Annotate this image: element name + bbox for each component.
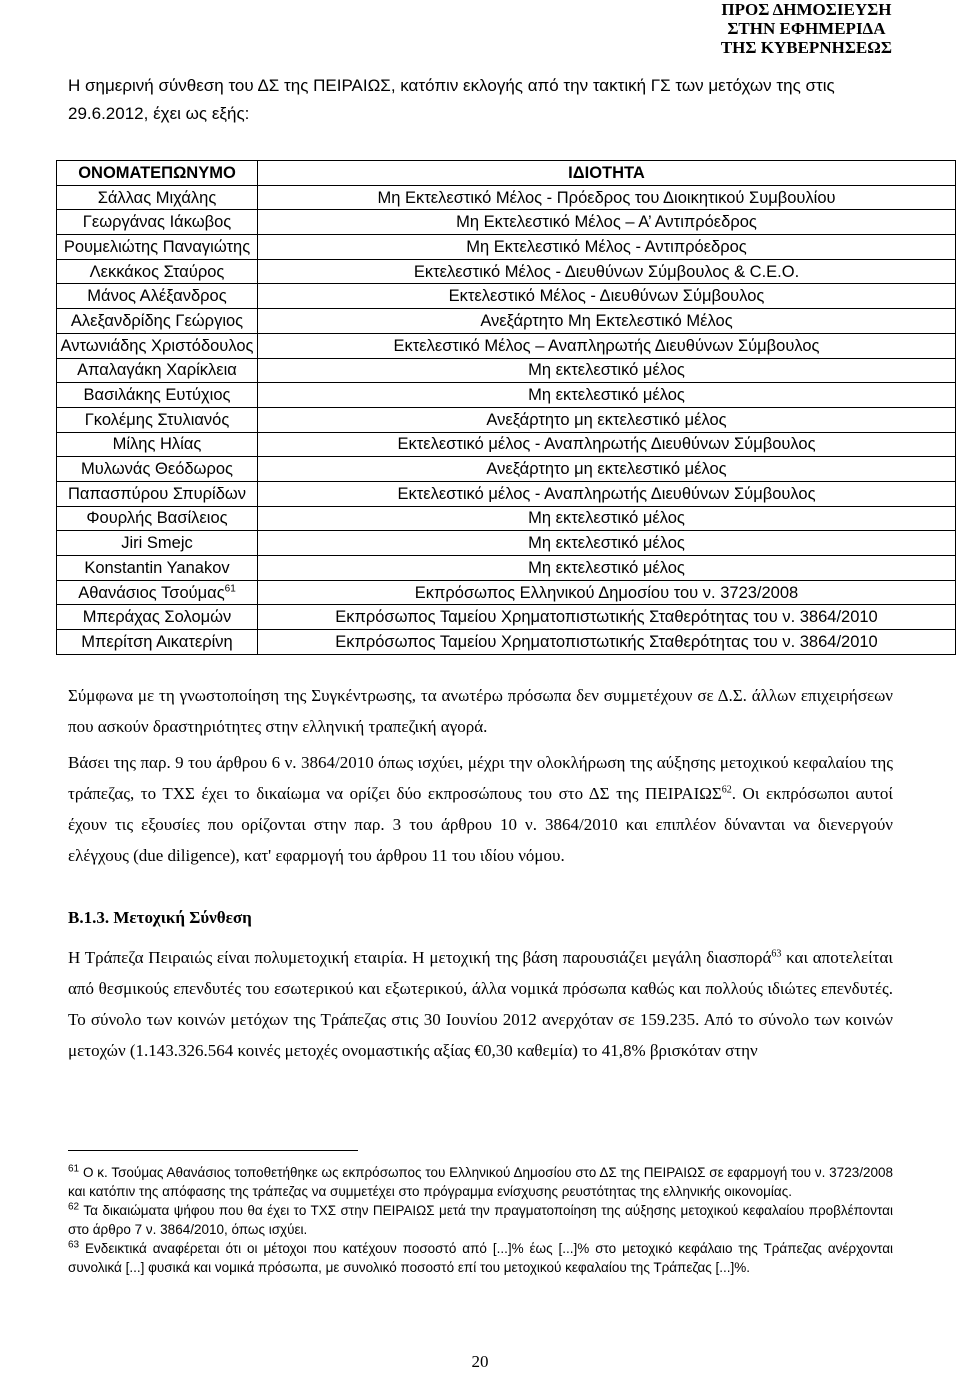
table-row xyxy=(57,333,956,358)
member-name: Φουρλής Βασίλειος xyxy=(57,506,258,531)
member-name: Αντωνιάδης Χριστόδουλος xyxy=(57,333,258,358)
member-role: Μη εκτελεστικό μέλος xyxy=(258,531,956,556)
member-name: Μυλωνάς Θεόδωρος xyxy=(57,457,258,482)
table-body xyxy=(57,185,956,654)
board-composition-table xyxy=(56,160,956,655)
member-role: Μη Εκτελεστικό Μέλος – Α’ Αντιπρόεδρος xyxy=(258,210,956,235)
header-line-2: ΣΤΗΝ ΕΦΗΜΕΡΙΔΑ xyxy=(727,19,886,38)
member-name: Μπεράχας Σολομών xyxy=(57,605,258,630)
member-name: Σάλλας Μιχάλης xyxy=(57,185,258,210)
column-header-role: ΙΔΙΟΤΗΤΑ xyxy=(258,161,956,186)
footnote-text: Τα δικαιώματα ψήφου που θα έχει το ΤΧΣ στην ΠΕΙΡΑΙΩΣ μετά την πραγματοποίηση της αύξησης μετοχικού κεφαλαίου προβλέπονται στο άρθρο 7 ν. 3864/2010, όπως ισχύει. xyxy=(68,1203,893,1237)
table-row xyxy=(57,580,956,605)
table-row xyxy=(57,210,956,235)
table-row xyxy=(57,605,956,630)
table-row xyxy=(57,309,956,334)
header-line-3: ΤΗΣ ΚΥΒΕΡΝΗΣΕΩΣ xyxy=(720,38,892,57)
intro-paragraph: Η σημερινή σύνθεση του ΔΣ της ΠΕΙΡΑΙΩΣ, κατόπιν εκλογής από την τακτική ΓΣ των μετόχων της στις 29.6.2012, έχει ως εξής: xyxy=(68,76,835,123)
paragraph-text: Βάσει της παρ. 9 του άρθρου 6 ν. 3864/2010 όπως ισχύει, μέχρι την ολοκλήρωση της αύξησης μετοχικού κεφαλαίου της τράπεζας, το ΤΧΣ έχει το δικαίωμα να ορίζει δύο εκπροσώπους του στο ΔΣ της ΠΕΙΡΑΙΩΣ xyxy=(68,753,893,803)
footnote-62 xyxy=(68,1201,893,1239)
member-role: Εκπρόσωπος Ταμείου Χρηματοπιστωτικής Σταθερότητας του ν. 3864/2010 xyxy=(258,630,956,655)
member-role: Μη Εκτελεστικό Μέλος - Πρόεδρος του Διοικητικού Συμβουλίου xyxy=(258,185,956,210)
table-row xyxy=(57,185,956,210)
member-role: Μη εκτελεστικό μέλος xyxy=(258,556,956,581)
table-row xyxy=(57,481,956,506)
footnotes xyxy=(68,1163,893,1277)
member-role: Εκτελεστικό μέλος - Αναπληρωτής Διευθύνων Σύμβουλος xyxy=(258,481,956,506)
member-role: Εκτελεστικό μέλος - Αναπληρωτής Διευθύνων Σύμβουλος xyxy=(258,432,956,457)
member-name: Ρουμελιώτης Παναγιώτης xyxy=(57,235,258,260)
table-row xyxy=(57,506,956,531)
table-row xyxy=(57,284,956,309)
footnote-61 xyxy=(68,1163,893,1201)
member-role: Ανεξάρτητο Μη Εκτελεστικό Μέλος xyxy=(258,309,956,334)
table-row xyxy=(57,556,956,581)
table-row xyxy=(57,358,956,383)
table-header-row xyxy=(57,161,956,186)
paragraph-hfsf-representatives xyxy=(68,747,893,871)
footnote-ref-62[interactable]: 62 xyxy=(721,784,732,796)
member-role: Εκτελεστικό Μέλος - Διευθύνων Σύμβουλος & C.E.O. xyxy=(258,259,956,284)
table-row xyxy=(57,259,956,284)
footnote-number: 61 xyxy=(68,1163,80,1175)
member-name: Λεκκάκος Σταύρος xyxy=(57,259,258,284)
member-role: Μη εκτελεστικό μέλος xyxy=(258,506,956,531)
member-name: Γκολέμης Στυλιανός xyxy=(57,407,258,432)
footnote-ref-63[interactable]: 63 xyxy=(771,948,782,960)
footnote-separator xyxy=(68,1150,358,1151)
member-name: Konstantin Yanakov xyxy=(57,556,258,581)
member-name: Παπασπύρου Σπυρίδων xyxy=(57,481,258,506)
member-name: Μίλης Ηλίας xyxy=(57,432,258,457)
member-name: Αλεξανδρίδης Γεώργιος xyxy=(57,309,258,334)
member-name: Jiri Smejc xyxy=(57,531,258,556)
footnote-63 xyxy=(68,1239,893,1277)
page-number: 20 xyxy=(471,1352,489,1371)
table-row xyxy=(57,383,956,408)
member-name: Απαλαγάκη Χαρίκλεια xyxy=(57,358,258,383)
table-row xyxy=(57,235,956,260)
footnote-text: Ενδεικτικά αναφέρεται ότι οι μέτοχοι που κατέχουν ποσοστό από [...]% έως [...]% στο μετοχικό κεφάλαιο της Τράπεζας ανέρχονται συνολικά [...] φυσικά και νομικά πρόσωπα, με συνολικό ποσοστό επί του μετοχικού κεφαλαίου της Τράπεζας [...]%. xyxy=(68,1241,893,1275)
paragraph-participation: Σύμφωνα με τη γνωστοποίηση της Συγκέντρωσης, τα ανωτέρω πρόσωπα δεν συμμετέχουν σε Δ.Σ. άλλων επιχειρήσεων που ασκούν δραστηριότητες στην ελληνική τραπεζική αγορά. xyxy=(68,686,893,736)
paragraph-text: Η Τράπεζα Πειραιώς είναι πολυμετοχική εταιρία. Η μετοχική της βάση παρουσιάζει μεγάλη διασπορά xyxy=(68,948,772,967)
member-role: Ανεξάρτητο μη εκτελεστικό μέλος xyxy=(258,407,956,432)
table-row xyxy=(57,457,956,482)
table-row xyxy=(57,531,956,556)
column-header-name: ΟΝΟΜΑΤΕΠΩΝΥΜΟ xyxy=(57,161,258,186)
header-line-1: ΠΡΟΣ ΔΗΜΟΣΙΕΥΣΗ xyxy=(721,0,892,19)
member-role: Εκτελεστικό Μέλος - Διευθύνων Σύμβουλος xyxy=(258,284,956,309)
member-name-with-footnote xyxy=(57,580,258,605)
section-heading: Β.1.3. Μετοχική Σύνθεση xyxy=(68,908,252,927)
table-row xyxy=(57,432,956,457)
member-name: Μπερίτση Αικατερίνη xyxy=(57,630,258,655)
member-name: Γεωργάνας Ιάκωβος xyxy=(57,210,258,235)
table-row xyxy=(57,407,956,432)
member-name: Μάνος Αλέξανδρος xyxy=(57,284,258,309)
footnote-number: 63 xyxy=(68,1239,80,1251)
paragraph-text: και αποτελείται από θεσμικούς επενδυτές του εσωτερικού και εξωτερικού, άλλα νομικά πρόσωπα καθώς και πολλούς ιδιώτες επενδυτές. Το σύνολο των κοινών μετόχων της Τράπεζας στις 30 Ιουνίου 2012 ανερχόταν σε 159.235. Από το σύνολο των κοινών μετοχών (1.143.326.564 κοινές μετοχές ονομαστικής αξίας €0,30 καθεμία) το 41,8% βρισκόταν στην xyxy=(68,948,893,1060)
member-name: Αθανάσιος Τσούμας xyxy=(78,583,225,602)
member-role: Μη εκτελεστικό μέλος xyxy=(258,358,956,383)
footnote-ref-61[interactable]: 61 xyxy=(224,583,236,595)
paragraph-shareholding xyxy=(68,942,893,1066)
member-role: Ανεξάρτητο μη εκτελεστικό μέλος xyxy=(258,457,956,482)
table-row xyxy=(57,630,956,655)
paragraph-text: . Οι εκπρόσωποι αυτοί έχουν τις εξουσίες που ορίζονται στην παρ. 3 του άρθρου 10 ν. 3864/2010 και επιπλέον δύνανται να διενεργούν ελέγχους (due diligence), κατ' εφαρμογή του άρθρου 11 του ιδίου νόμου. xyxy=(68,784,893,865)
footnote-text: Ο κ. Τσούμας Αθανάσιος τοποθετήθηκε ως εκπρόσωπος του Ελληνικού Δημοσίου στο ΔΣ της ΠΕΙΡΑΙΩΣ σε εφαρμογή του ν. 3723/2008 και κατόπιν της απόφασης της τράπεζας να συμμετέχει στο πρόγραμμα ενίσχυσης ρευστότητας της ελληνικής οικονομίας. xyxy=(68,1165,893,1199)
member-role: Εκπρόσωπος Ταμείου Χρηματοπιστωτικής Σταθερότητας του ν. 3864/2010 xyxy=(258,605,956,630)
member-role: Μη εκτελεστικό μέλος xyxy=(258,383,956,408)
footnote-number: 62 xyxy=(68,1201,80,1213)
publication-header xyxy=(721,0,892,57)
member-name: Βασιλάκης Ευτύχιος xyxy=(57,383,258,408)
member-role: Εκτελεστικό Μέλος – Αναπληρωτής Διευθύνων Σύμβουλος xyxy=(258,333,956,358)
member-role: Μη Εκτελεστικό Μέλος - Αντιπρόεδρος xyxy=(258,235,956,260)
member-role: Εκπρόσωπος Ελληνικού Δημοσίου του ν. 3723/2008 xyxy=(258,580,956,605)
